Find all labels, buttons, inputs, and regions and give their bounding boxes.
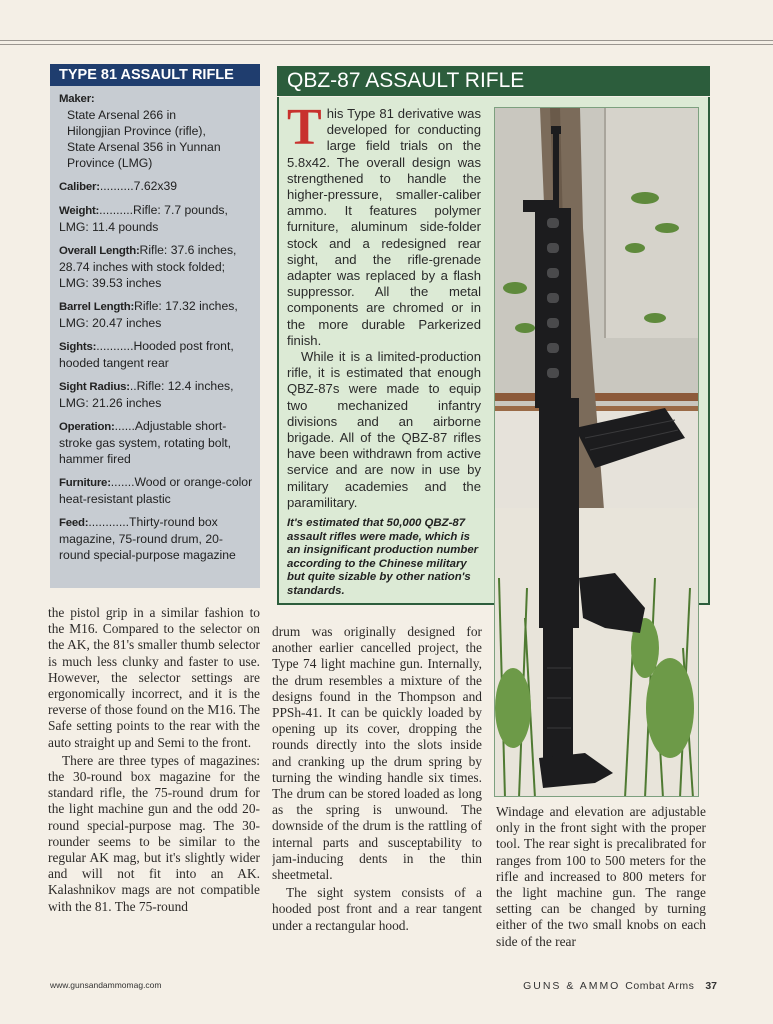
spec-label: Maker: [59,93,95,105]
spec-label: Barrel Length: [59,301,135,313]
spec-weight [59,202,254,235]
body-paragraph: Windage and elevation are adjustable only in the front sight with the proper tool. The rear sight is precalibrated for ranges from 100 to 500 meters for the rifle and increased to 800 meters for the light machine gun. The range setting can be changed by turning either of the two small knobs on each side of the rear [496,804,706,949]
maker-line: Hilongjian Province (rifle), [67,124,206,138]
spec-overall-length [59,242,254,291]
spec-value: ......Adjustable short-stroke gas system, rotating bolt, hammer fired [59,419,232,466]
spec-value: ..........7.62x39 [99,179,178,193]
body-column-1 [48,605,260,971]
spec-sight-radius [59,378,254,411]
maker-lines [59,107,254,171]
body-paragraph: The sight system consists of a hooded post front and a rear tangent under a rectangular hood. [272,885,482,933]
spec-value: ............Thirty-round box magazine, 75-round drum, 20-round special-purpose magazine [59,515,236,562]
footer-magazine [523,980,717,992]
spec-value: Rifle: 17.32 inches, LMG: 20.47 inches [59,299,238,330]
sidebar-title: TYPE 81 ASSAULT RIFLE [50,64,260,86]
footer-url: www.gunsandammomag.com [50,980,162,990]
spec-label: Overall Length: [59,245,140,257]
spec-label: Sights: [59,341,97,353]
magazine-name: GUNS & AMMO [523,980,621,992]
body-column-2 [272,624,482,971]
drop-cap: T [287,99,322,156]
spec-label: Weight: [59,205,100,217]
spec-caliber [59,178,254,195]
spec-label: Caliber: [59,181,100,193]
spec-label: Furniture: [59,477,111,489]
qbz-title: QBZ-87 ASSAULT RIFLE [277,66,710,96]
body-paragraph: drum was originally designed for another earlier cancelled project, the Type 74 light machine gun. Internally, the drum resembles a mixture of the designs found in the Thompson and PPSh-41. It can be quickly loaded by opening up its cover, dropping the rounds directly into the slots inside and cranking up the drum spring by turning the winding handle six times. The drum can be stored loaded as long as the spring is unwound. The downside of the drum is the rattling of internal parts and susceptability to jam-inducing dents in the thin sheetmetal. [272,624,482,883]
spec-sights [59,338,254,371]
body-column-3 [496,804,706,974]
top-rule [0,44,773,45]
spec-maker [59,91,254,171]
body-paragraph: the pistol grip in a similar fashion to the M16. Compared to the selector on the AK, the 81's smaller thumb selector is much less clunky and faster to use. However, the selector settings are ergonomically incorrect, and it is the reverse of those found on the M16. The Safe setting points to the rear with the auto straight up and Semi to the front. [48,605,260,750]
spec-label: Operation: [59,421,115,433]
section-name: Combat Arms [625,980,695,992]
rifle-photo [494,107,699,797]
top-rule [0,40,773,41]
qbz-para1-text: his Type 81 derivative was developed for conducting large field trials on the 5.8x42. The overall design was strengthened to handle the higher-pressure, smaller-caliber ammo. It features polymer furniture, aluminum side-folder stock and a redesigned rear sight, and the rifle-grenade adapter was replaced by a flash suppressor. All the metal components are chromed or in the more durable Parkerized finish. [287,106,481,348]
spec-label: Feed: [59,517,89,529]
maker-line: State Arsenal 266 in [67,108,177,122]
callout-text: It's estimated that 50,000 QBZ-87 assault rifles were made, which is an insignificant production number according to the Chinese military but quite sizable by other nation's standards. [287,517,479,597]
spec-value: .......Wood or orange-color heat-resistant plastic [59,475,253,506]
spec-label: Sight Radius: [59,381,130,393]
spec-list [50,86,260,563]
spec-furniture [59,474,254,507]
spec-feed [59,514,254,563]
spec-value: ..Rifle: 12.4 inches, LMG: 21.26 inches [59,379,234,410]
qbz-text-panel [277,97,489,605]
spec-value: ..........Rifle: 7.7 pounds, LMG: 11.4 pounds [59,203,228,234]
spec-operation [59,418,254,467]
page-number: 37 [705,980,717,992]
spec-sidebar [50,64,260,588]
qbz-paragraph [287,99,481,349]
spec-value: Rifle: 37.6 inches, 28.74 inches with stock folded; LMG: 39.53 inches [59,243,237,290]
rifle-photo-illustration [495,108,699,797]
maker-line: State Arsenal 356 in Yunnan [67,140,221,154]
spec-value: ...........Hooded post front, hooded tangent rear [59,339,234,370]
spec-barrel-length [59,298,254,331]
maker-line: Province (LMG) [67,156,153,170]
body-paragraph: There are three types of magazines: the 30-round box magazine for the standard rifle, the 75-round drum for the light machine gun and the odd 20-round special-purpose mag. The 30-rounder seems to be similar to the regular AK mag, but it's slightly wider and will not fit into an AK. Kalashnikov mags are not compatible with the 81. The 75-round [48,752,260,914]
qbz-paragraph: While it is a limited-production rifle, it is estimated that enough QBZ-87s were made to equip two mechanized infantry divisions and an airborne brigade. All of the QBZ-87 rifles have been withdrawn from active service and are now in use by military academies and the paramilitary. [287,349,481,510]
